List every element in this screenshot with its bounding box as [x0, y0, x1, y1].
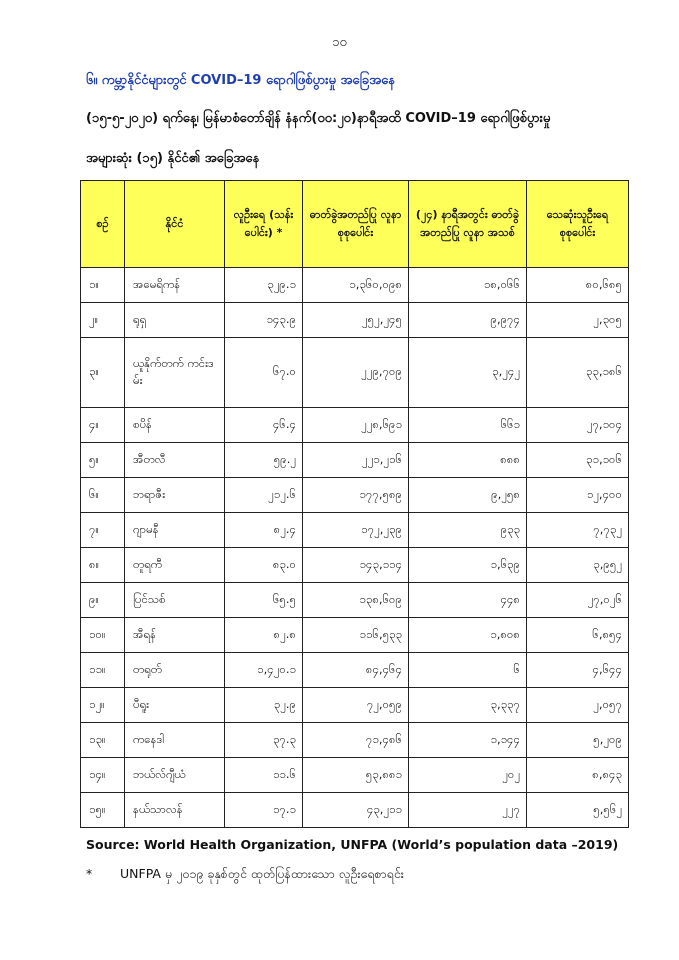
table-row [81, 338, 629, 408]
row-new-cases: ၁,၁၄၄ [409, 723, 527, 758]
row-population: ၁၁.၆ [225, 758, 303, 793]
row-country: အီရန် [125, 618, 225, 653]
table-row [81, 618, 629, 653]
row-country: ပီရူး [125, 688, 225, 723]
row-no: ၁၄။ [81, 758, 125, 793]
table-row [81, 583, 629, 618]
row-population: ၁,၄၂၀.၁ [225, 653, 303, 688]
row-country: ပြင်သစ် [125, 583, 225, 618]
header-deaths: သေဆုံးသူဦးရေ စုစုပေါင်း [527, 181, 629, 268]
page-number: ၁၀ [332, 35, 347, 50]
row-country: အမေရိကန် [125, 268, 225, 303]
row-deaths: ၅,၅၆၂ [527, 793, 629, 828]
row-no: ၁၀။ [81, 618, 125, 653]
row-population: ၈၂.၈ [225, 618, 303, 653]
row-country: ကနေဒါ [125, 723, 225, 758]
row-population: ၅၉.၂ [225, 443, 303, 478]
row-country: စပိန် [125, 408, 225, 443]
row-no: ၂။ [81, 303, 125, 338]
row-deaths: ၂၇,၀၂၆ [527, 583, 629, 618]
row-new-cases: ၉,၉၇၄ [409, 303, 527, 338]
row-country: ဘယ်လ်ဂျီယံ [125, 758, 225, 793]
row-total-cases: ၁,၃၆၀,၀၉၈ [303, 268, 409, 303]
row-new-cases: ၁,၆၃၉ [409, 548, 527, 583]
header-population: လူဦးရေ (သန်းပေါင်း) * [225, 181, 303, 268]
table-row [81, 758, 629, 793]
row-deaths: ၈၀,၆၈၅ [527, 268, 629, 303]
row-deaths: ၃၁,၁၀၆ [527, 443, 629, 478]
subtitle-line-2: အများဆုံး (၁၅) နိုင်ငံ၏ အခြေအနေ [86, 151, 260, 166]
header-total-cases: ဓာတ်ခွဲအတည်ပြု လူနာ စုစုပေါင်း [303, 181, 409, 268]
row-deaths: ၇,၇၃၂ [527, 513, 629, 548]
section-title: ၆။ ကမ္ဘာ့နိုင်ငံများတွင် COVID–19 ရောဂါဖြစ်ပွားမှု အခြေအနေ [86, 73, 395, 88]
row-country: ဘရာဇီး [125, 478, 225, 513]
row-total-cases: ၁၇၂,၂၃၉ [303, 513, 409, 548]
table-row [81, 268, 629, 303]
table-row [81, 793, 629, 828]
row-new-cases: ၁၈,၀၆၆ [409, 268, 527, 303]
row-new-cases: ၄၄၈ [409, 583, 527, 618]
table-row [81, 478, 629, 513]
row-new-cases: ၁,၈၀၈ [409, 618, 527, 653]
row-no: ၁၃။ [81, 723, 125, 758]
row-total-cases: ၂၂၉,၇၀၉ [303, 338, 409, 408]
row-total-cases: ၇၂,၀၅၉ [303, 688, 409, 723]
row-population: ၃၇.၃ [225, 723, 303, 758]
row-deaths: ၂,၃၀၅ [527, 303, 629, 338]
table-row [81, 548, 629, 583]
row-population: ၂၁၂.၆ [225, 478, 303, 513]
table-row [81, 443, 629, 478]
row-country: ယူနိုက်တက် ကင်းဒမ်း [125, 338, 225, 408]
header-no: စဉ် [81, 181, 125, 268]
row-population: ၈၃.၀ [225, 548, 303, 583]
row-country: အီတလီ [125, 443, 225, 478]
row-total-cases: ၁၁၆,၅၃၃ [303, 618, 409, 653]
row-total-cases: ၇၁,၄၈၆ [303, 723, 409, 758]
row-deaths: ၃၃,၁၈၆ [527, 338, 629, 408]
row-population: ၆၅.၅ [225, 583, 303, 618]
row-total-cases: ၅၃,၈၈၁ [303, 758, 409, 793]
table-row [81, 303, 629, 338]
row-no: ၇။ [81, 513, 125, 548]
subtitle-line-1: (၁၅-၅-၂၀၂၀) ရက်နေ့၊ မြန်မာစံတော်ချိန် နံနက်(၀၀:၂၀)နာရီအထိ COVID–19 ရောဂါဖြစ်ပွားမှု [86, 111, 551, 126]
row-deaths: ၂၇,၁၀၄ [527, 408, 629, 443]
row-population: ၃၂၉.၁ [225, 268, 303, 303]
row-no: ၁၅။ [81, 793, 125, 828]
row-deaths: ၄,၆၄၄ [527, 653, 629, 688]
row-country: တူရကီ [125, 548, 225, 583]
row-no: ၉။ [81, 583, 125, 618]
table-header-row [81, 181, 629, 268]
row-deaths: ၂,၀၅၇ [527, 688, 629, 723]
row-population: ၁၄၃.၉ [225, 303, 303, 338]
row-total-cases: ၄၃,၂၁၁ [303, 793, 409, 828]
row-deaths: ၈,၈၄၃ [527, 758, 629, 793]
row-new-cases: ၃,၂၄၂ [409, 338, 527, 408]
row-total-cases: ၁၃၈,၆၀၉ [303, 583, 409, 618]
table-row [81, 653, 629, 688]
row-total-cases: ၁၄၃,၁၁၄ [303, 548, 409, 583]
row-deaths: ၁၂,၄၀၀ [527, 478, 629, 513]
row-country: နယ်သာလန် [125, 793, 225, 828]
header-country: နိုင်ငံ [125, 181, 225, 268]
row-total-cases: ၂၂၈,၆၉၁ [303, 408, 409, 443]
table-body [81, 268, 629, 828]
row-new-cases: ၂၀၂ [409, 758, 527, 793]
row-country: ဂျာမနီ [125, 513, 225, 548]
footnote-mark: * [86, 866, 93, 881]
row-no: ၅။ [81, 443, 125, 478]
row-country: ရုရှ [125, 303, 225, 338]
footnote [86, 866, 404, 885]
row-total-cases: ၂၂၁,၂၁၆ [303, 443, 409, 478]
row-total-cases: ၈၄,၄၆၄ [303, 653, 409, 688]
row-new-cases: ၆ [409, 653, 527, 688]
row-no: ၃။ [81, 338, 125, 408]
row-population: ၈၂.၄ [225, 513, 303, 548]
row-total-cases: ၂၅၂,၂၄၅ [303, 303, 409, 338]
row-no: ၈။ [81, 548, 125, 583]
row-no: ၁၁။ [81, 653, 125, 688]
row-new-cases: ၃,၃၃၇ [409, 688, 527, 723]
row-no: ၁၂။ [81, 688, 125, 723]
row-population: ၃၂.၉ [225, 688, 303, 723]
table-row [81, 408, 629, 443]
row-no: ၄။ [81, 408, 125, 443]
row-no: ၁။ [81, 268, 125, 303]
row-total-cases: ၁၇၇,၅၈၉ [303, 478, 409, 513]
source-note: Source: World Health Organization, UNFPA (World’s population data –2019) [86, 837, 619, 852]
row-deaths: ၃,၉၅၂ [527, 548, 629, 583]
covid-cases-table [80, 180, 629, 828]
row-deaths: ၆,၈၅၄ [527, 618, 629, 653]
table-row [81, 723, 629, 758]
footnote-text: UNFPA မှ ၂၀၁၉ ခုနှစ်တွင် ထုတ်ပြန်ထားသော လူဦးရေစာရင်း [120, 866, 404, 881]
row-new-cases: ၈၈၈ [409, 443, 527, 478]
row-population: ၆၇.၀ [225, 338, 303, 408]
header-new-cases: (၂၄) နာရီအတွင်း ဓာတ်ခွဲအတည်ပြု လူနာ အသစ် [409, 181, 527, 268]
row-population: ၄၆.၄ [225, 408, 303, 443]
row-new-cases: ၆၆၁ [409, 408, 527, 443]
row-no: ၆။ [81, 478, 125, 513]
row-population: ၁၇.၁ [225, 793, 303, 828]
row-new-cases: ၂၂၇ [409, 793, 527, 828]
table-row [81, 688, 629, 723]
table-row [81, 513, 629, 548]
row-deaths: ၅,၂၀၉ [527, 723, 629, 758]
row-new-cases: ၉,၂၅၈ [409, 478, 527, 513]
row-new-cases: ၉၃၃ [409, 513, 527, 548]
row-country: တရုတ် [125, 653, 225, 688]
